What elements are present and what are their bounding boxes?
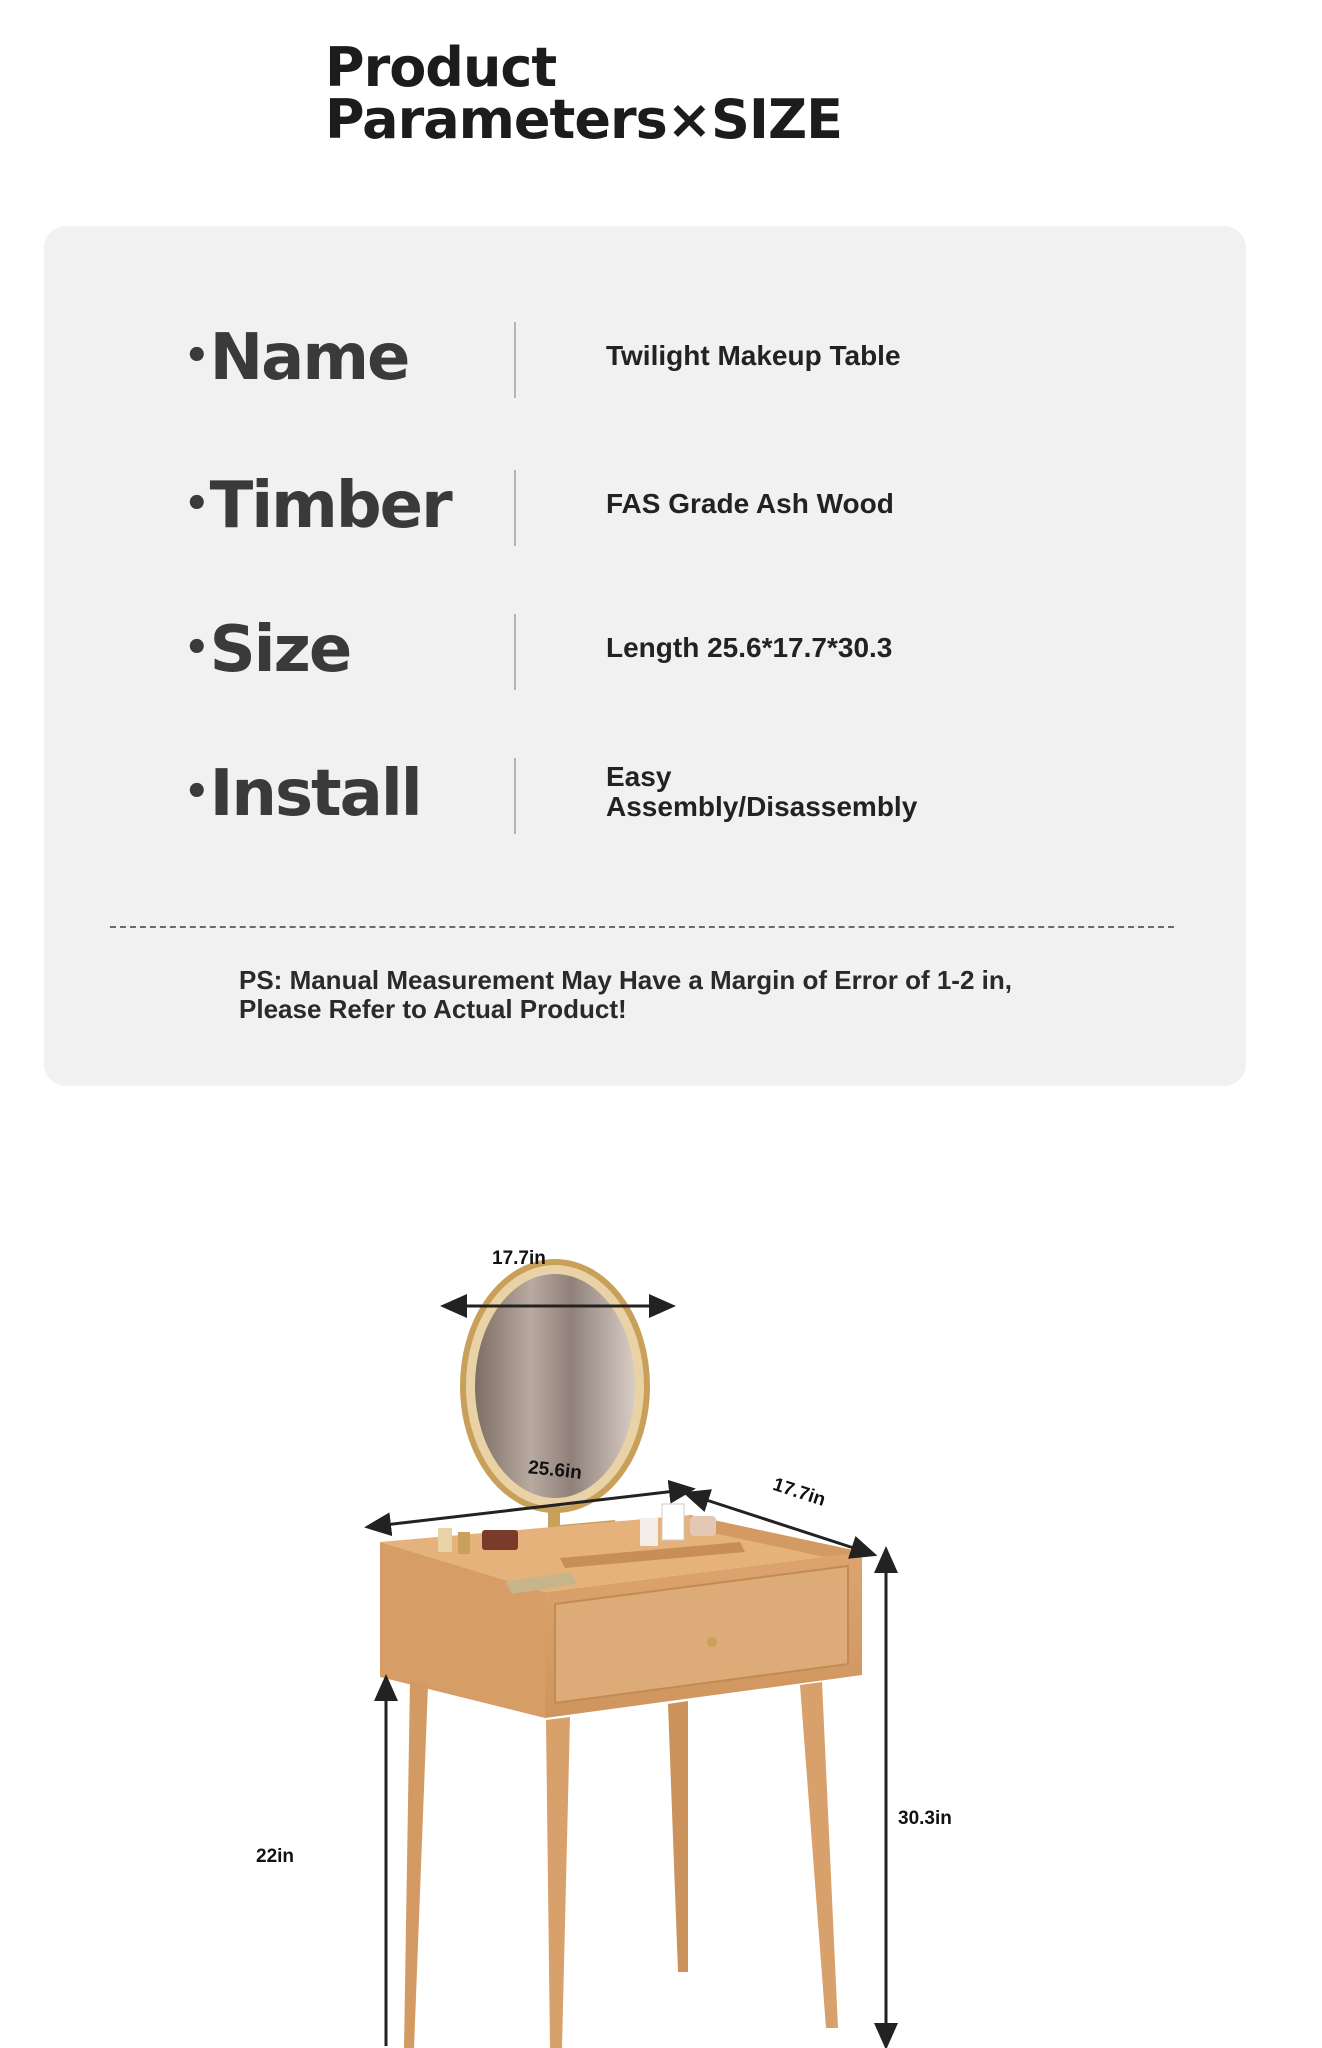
- depth-label: 17.7in: [770, 1474, 828, 1511]
- mirror-width-label: 17.7in: [492, 1248, 546, 1269]
- param-value: Easy Assembly/Disassembly: [606, 761, 918, 822]
- param-value: Twilight Makeup Table: [606, 340, 901, 371]
- table-body: [380, 1504, 862, 2048]
- param-row-timber: [44, 464, 1246, 544]
- title-line-2: Parameters×SIZE: [325, 88, 843, 151]
- divider: [514, 758, 516, 834]
- param-label: •Timber: [184, 469, 451, 543]
- param-row-name: [44, 316, 1246, 396]
- param-value: Length 25.6*17.7*30.3: [606, 632, 893, 663]
- measurement-note: [239, 966, 1059, 1024]
- title-line-1: Product: [325, 36, 557, 99]
- dashed-separator: [110, 926, 1174, 928]
- vanity-table-illustration: [0, 1180, 1322, 2048]
- param-row-install: [44, 752, 1246, 832]
- param-value: FAS Grade Ash Wood: [606, 488, 894, 519]
- param-label: •Name: [184, 321, 409, 395]
- height-label: 30.3in: [898, 1808, 952, 1829]
- divider: [514, 614, 516, 690]
- param-label: •Size: [184, 613, 351, 687]
- length-label: 25.6in: [527, 1457, 583, 1484]
- param-row-size: [44, 608, 1246, 688]
- divider: [514, 322, 516, 398]
- divider: [514, 470, 516, 546]
- note-line-1: PS: Manual Measurement May Have a Margin of Error of 1-2 in,: [239, 965, 1012, 995]
- page-title: [325, 36, 843, 151]
- note-line-2: Please Refer to Actual Product!: [239, 994, 627, 1024]
- parameters-panel: [44, 226, 1246, 1086]
- param-label: •Install: [184, 757, 421, 831]
- leg-height-label: 22in: [256, 1846, 295, 1867]
- product-dimension-diagram: [0, 1180, 1322, 2048]
